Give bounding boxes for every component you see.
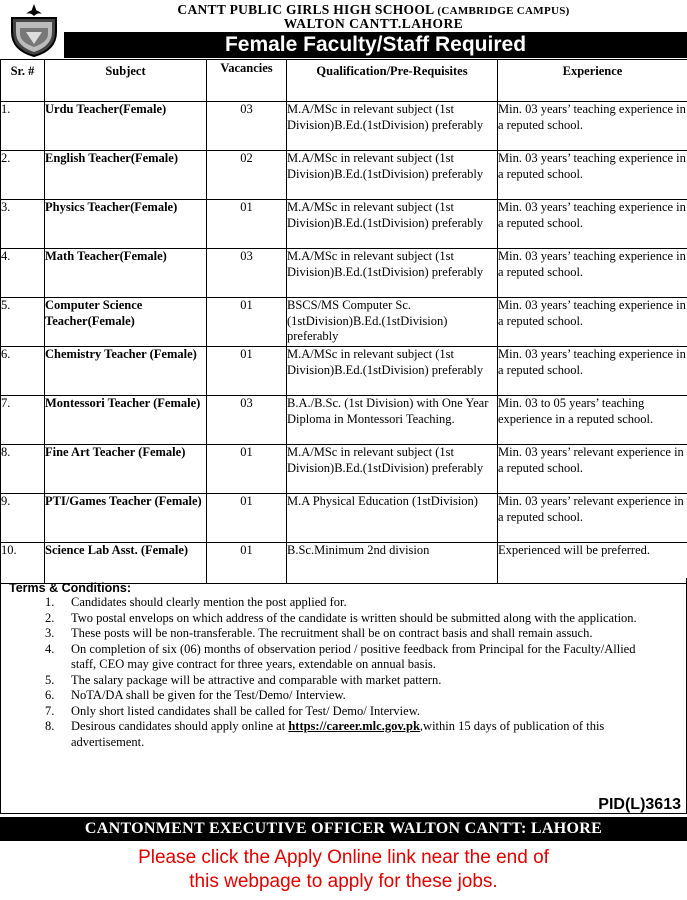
term-text: The salary package will be attractive and comparable with market pattern.	[71, 672, 442, 687]
apply-online-notice	[0, 846, 687, 894]
row-experience: Min. 03 years’ teaching experience in a reputed school.	[498, 347, 687, 396]
apply-online-link[interactable]: https://career.mlc.gov.pk	[288, 719, 420, 733]
row-sr: 2.	[1, 151, 45, 200]
term-text: Desirous candidates should apply online at	[71, 719, 289, 733]
term-text: ,within 15 days of publication of this advertisement.	[71, 719, 605, 749]
pid-code: PID(L)3613	[598, 796, 681, 813]
row-subject: Fine Art Teacher (Female)	[45, 445, 207, 494]
row-experience: Experienced will be preferred.	[498, 543, 687, 584]
row-sr: 8.	[1, 445, 45, 494]
row-vacancies: 01	[207, 445, 287, 494]
term-text: NoTA/DA shall be given for the Test/Demo/ Interview.	[71, 688, 346, 702]
term-number: 7.	[45, 703, 55, 718]
row-vacancies: 01	[207, 200, 287, 249]
row-subject: Urdu Teacher(Female)	[45, 102, 207, 151]
table-header-row	[1, 60, 687, 102]
row-qualification: M.A/MSc in relevant subject (1st Division)B.Ed.(1stDivision) preferably	[287, 249, 498, 298]
row-vacancies: 01	[207, 543, 287, 584]
row-qualification: M.A/MSc in relevant subject (1st Division)B.Ed.(1stDivision) preferably	[287, 102, 498, 151]
term-text: Only short listed candidates shall be called for Test/ Demo/ Interview.	[71, 703, 421, 718]
term-number: 1.	[45, 595, 55, 609]
term-number: 4.	[45, 641, 55, 656]
row-subject: PTI/Games Teacher (Female)	[45, 494, 207, 543]
table-row	[1, 249, 687, 298]
row-qualification: BSCS/MS Computer Sc. (1stDivision)B.Ed.(1stDivision) preferably	[287, 298, 498, 347]
row-experience: Min. 03 years’ teaching experience in a reputed school.	[498, 102, 687, 151]
row-sr: 9.	[1, 494, 45, 543]
row-experience: Min. 03 years’ teaching experience in a reputed school.	[498, 249, 687, 298]
footer-authority: CANTONMENT EXECUTIVE OFFICER WALTON CANTT: LAHORE	[0, 817, 687, 841]
row-vacancies: 01	[207, 298, 287, 347]
table-row	[1, 151, 687, 200]
row-vacancies: 03	[207, 102, 287, 151]
term-item	[45, 704, 645, 720]
row-subject: Computer Science Teacher(Female)	[45, 298, 207, 347]
term-number: 2.	[45, 610, 55, 625]
row-qualification: M.A Physical Education (1stDivision)	[287, 494, 498, 543]
term-item	[45, 719, 645, 750]
table-row	[1, 396, 687, 445]
row-experience: Min. 03 to 05 years’ teaching experience in a reputed school.	[498, 396, 687, 445]
school-crest-icon	[6, 2, 62, 58]
notice-line-1: Please click the Apply Online link near the end of	[138, 847, 549, 868]
row-experience: Min. 03 years’ relevant experience in a reputed school.	[498, 494, 687, 543]
term-number: 3.	[45, 626, 55, 640]
row-experience: Min. 03 years’ teaching experience in a reputed school.	[498, 151, 687, 200]
term-text: On completion of six (06) months of observation period / positive feedback from Principal for the Faculty/Allied staff, CEO may give contract for three years, extendable on annual basis.	[71, 641, 636, 671]
row-vacancies: 01	[207, 347, 287, 396]
row-sr: 3.	[1, 200, 45, 249]
term-item	[45, 626, 645, 642]
school-address: WALTON CANTT.LAHORE	[283, 16, 464, 31]
term-item	[45, 595, 645, 611]
table-row	[1, 298, 687, 347]
school-name-text: CANTT PUBLIC GIRLS HIGH SCHOOL	[177, 2, 434, 17]
row-experience: Min. 03 years’ teaching experience in a reputed school.	[498, 298, 687, 347]
header	[0, 0, 687, 60]
row-qualification: M.A/MSc in relevant subject (1st Division)B.Ed.(1stDivision) preferably	[287, 151, 498, 200]
row-subject: Science Lab Asst. (Female)	[45, 543, 207, 584]
term-number: 5.	[45, 672, 55, 687]
row-sr: 7.	[1, 396, 45, 445]
table-row	[1, 200, 687, 249]
campus-text: (CAMBRIDGE CAMPUS)	[437, 5, 570, 17]
row-experience: Min. 03 years’ relevant experience in a reputed school.	[498, 445, 687, 494]
row-sr: 4.	[1, 249, 45, 298]
row-subject: English Teacher(Female)	[45, 151, 207, 200]
table-row	[1, 494, 687, 543]
table-row	[1, 102, 687, 151]
page-title-banner: Female Faculty/Staff Required	[64, 32, 687, 58]
table-row	[1, 445, 687, 494]
row-qualification: B.Sc.Minimum 2nd division	[287, 543, 498, 584]
term-item	[45, 688, 645, 704]
row-qualification: M.A/MSc in relevant subject (1st Division)B.Ed.(1stDivision) preferably	[287, 445, 498, 494]
row-vacancies: 03	[207, 396, 287, 445]
row-experience: Min. 03 years’ teaching experience in a reputed school.	[498, 200, 687, 249]
header-experience: Experience	[498, 60, 687, 102]
term-text: These posts will be non-transferable. The recruitment shall be on contract basis and shall remain assuch.	[71, 626, 593, 640]
row-sr: 10.	[1, 543, 45, 584]
term-number: 6.	[45, 688, 55, 702]
row-sr: 6.	[1, 347, 45, 396]
vacancies-table	[0, 59, 687, 584]
header-qualification: Qualification/Pre-Requisites	[287, 60, 498, 102]
row-qualification: B.A./B.Sc. (1st Division) with One Year Diploma in Montessori Teaching.	[287, 396, 498, 445]
row-vacancies: 01	[207, 494, 287, 543]
row-subject: Montessori Teacher (Female)	[45, 396, 207, 445]
header-sr: Sr. #	[1, 60, 45, 102]
row-vacancies: 02	[207, 151, 287, 200]
row-subject: Math Teacher(Female)	[45, 249, 207, 298]
row-subject: Chemistry Teacher (Female)	[45, 347, 207, 396]
term-item	[45, 642, 645, 673]
header-subject: Subject	[45, 60, 207, 102]
terms-title: Terms & Conditions:	[9, 581, 131, 595]
term-text: Candidates should clearly mention the post applied for.	[71, 595, 347, 609]
terms-and-conditions	[0, 578, 687, 814]
notice-line-2: this webpage to apply for these jobs.	[189, 871, 498, 892]
row-qualification: M.A/MSc in relevant subject (1st Division)B.Ed.(1stDivision) preferably	[287, 200, 498, 249]
row-sr: 5.	[1, 298, 45, 347]
row-vacancies: 03	[207, 249, 287, 298]
term-item	[45, 611, 645, 627]
row-qualification: M.A/MSc in relevant subject (1st Division)B.Ed.(1stDivision) preferably	[287, 347, 498, 396]
term-text: Two postal envelops on which address of the candidate is written should be submitted along with the application.	[71, 610, 637, 625]
row-sr: 1.	[1, 102, 45, 151]
terms-list	[45, 595, 645, 750]
header-vacancies: Vacancies	[207, 60, 287, 102]
table-row	[1, 347, 687, 396]
term-number: 8.	[45, 719, 55, 733]
row-subject: Physics Teacher(Female)	[45, 200, 207, 249]
term-item	[45, 673, 645, 689]
